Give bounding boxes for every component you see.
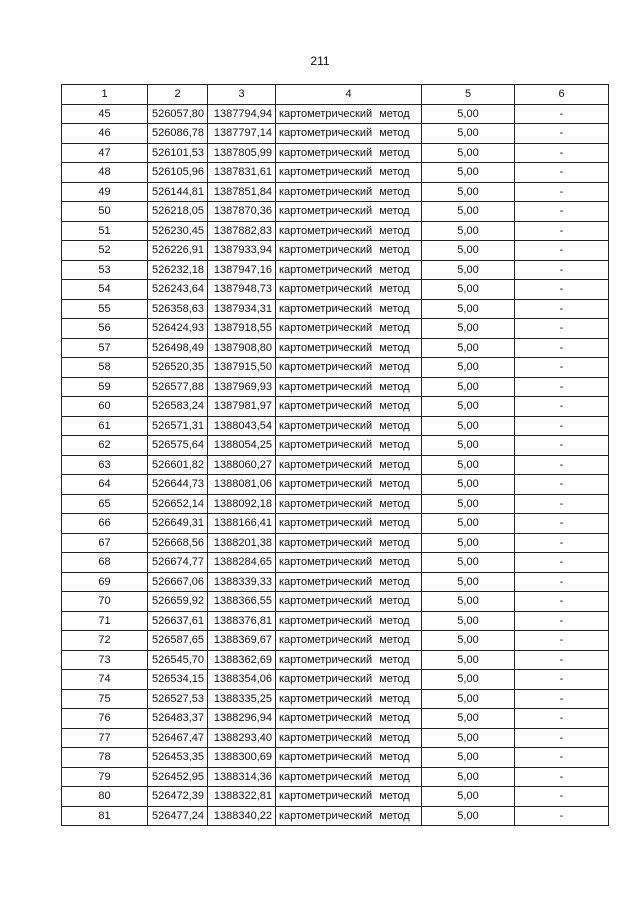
page-number: 211 xyxy=(310,54,330,68)
accuracy-cell: 5,00 xyxy=(422,631,515,651)
point-number-cell: 79 xyxy=(62,767,148,787)
method-cell: картометрический метод xyxy=(276,553,422,573)
note-cell: - xyxy=(515,104,609,124)
table-row xyxy=(62,124,609,144)
table-row xyxy=(62,280,609,300)
x-coordinate-cell: 526575,64 xyxy=(148,436,208,456)
method-cell: картометрический метод xyxy=(276,241,422,261)
table-row xyxy=(62,611,609,631)
method-cell: картометрический метод xyxy=(276,514,422,534)
note-cell: - xyxy=(515,728,609,748)
note-cell: - xyxy=(515,416,609,436)
y-coordinate-cell: 1388340,22 xyxy=(208,806,276,826)
x-coordinate-cell: 526101,53 xyxy=(148,143,208,163)
x-coordinate-cell: 526483,37 xyxy=(148,709,208,729)
point-number-cell: 53 xyxy=(62,260,148,280)
note-cell: - xyxy=(515,319,609,339)
table-row xyxy=(62,767,609,787)
table-row xyxy=(62,631,609,651)
accuracy-cell: 5,00 xyxy=(422,475,515,495)
note-cell: - xyxy=(515,338,609,358)
table-row xyxy=(62,182,609,202)
x-coordinate-cell: 526358,63 xyxy=(148,299,208,319)
x-coordinate-cell: 526637,61 xyxy=(148,611,208,631)
note-cell: - xyxy=(515,533,609,553)
note-cell: - xyxy=(515,806,609,826)
point-number-cell: 72 xyxy=(62,631,148,651)
y-coordinate-cell: 1387831,61 xyxy=(208,163,276,183)
point-number-cell: 65 xyxy=(62,494,148,514)
note-cell: - xyxy=(515,514,609,534)
note-cell: - xyxy=(515,455,609,475)
y-coordinate-cell: 1387915,50 xyxy=(208,358,276,378)
table-row xyxy=(62,533,609,553)
accuracy-cell: 5,00 xyxy=(422,299,515,319)
method-cell: картометрический метод xyxy=(276,202,422,222)
method-cell: картометрический метод xyxy=(276,280,422,300)
accuracy-cell: 5,00 xyxy=(422,592,515,612)
method-cell: картометрический метод xyxy=(276,436,422,456)
accuracy-cell: 5,00 xyxy=(422,338,515,358)
x-coordinate-cell: 526527,53 xyxy=(148,689,208,709)
y-coordinate-cell: 1388060,27 xyxy=(208,455,276,475)
note-cell: - xyxy=(515,553,609,573)
x-coordinate-cell: 526477,24 xyxy=(148,806,208,826)
point-number-cell: 74 xyxy=(62,670,148,690)
y-coordinate-cell: 1387794,94 xyxy=(208,104,276,124)
accuracy-cell: 5,00 xyxy=(422,280,515,300)
y-coordinate-cell: 1387851,84 xyxy=(208,182,276,202)
accuracy-cell: 5,00 xyxy=(422,787,515,807)
point-number-cell: 75 xyxy=(62,689,148,709)
accuracy-cell: 5,00 xyxy=(422,494,515,514)
point-number-cell: 63 xyxy=(62,455,148,475)
table-row xyxy=(62,475,609,495)
x-coordinate-cell: 526545,70 xyxy=(148,650,208,670)
x-coordinate-cell: 526644,73 xyxy=(148,475,208,495)
point-number-cell: 48 xyxy=(62,163,148,183)
table-row xyxy=(62,241,609,261)
method-cell: картометрический метод xyxy=(276,533,422,553)
x-coordinate-cell: 526105,96 xyxy=(148,163,208,183)
table-row xyxy=(62,221,609,241)
x-coordinate-cell: 526086,78 xyxy=(148,124,208,144)
accuracy-cell: 5,00 xyxy=(422,553,515,573)
point-number-cell: 51 xyxy=(62,221,148,241)
note-cell: - xyxy=(515,631,609,651)
accuracy-cell: 5,00 xyxy=(422,611,515,631)
note-cell: - xyxy=(515,143,609,163)
note-cell: - xyxy=(515,124,609,144)
accuracy-cell: 5,00 xyxy=(422,514,515,534)
point-number-cell: 52 xyxy=(62,241,148,261)
accuracy-cell: 5,00 xyxy=(422,416,515,436)
table-row xyxy=(62,728,609,748)
y-coordinate-cell: 1388166,41 xyxy=(208,514,276,534)
x-coordinate-cell: 526472,39 xyxy=(148,787,208,807)
x-coordinate-cell: 526674,77 xyxy=(148,553,208,573)
table-row xyxy=(62,592,609,612)
method-cell: картометрический метод xyxy=(276,631,422,651)
accuracy-cell: 5,00 xyxy=(422,221,515,241)
table-row xyxy=(62,202,609,222)
table-row xyxy=(62,572,609,592)
x-coordinate-cell: 526424,93 xyxy=(148,319,208,339)
table-row xyxy=(62,358,609,378)
method-cell: картометрический метод xyxy=(276,611,422,631)
point-number-cell: 69 xyxy=(62,572,148,592)
y-coordinate-cell: 1388296,94 xyxy=(208,709,276,729)
y-coordinate-cell: 1387948,73 xyxy=(208,280,276,300)
x-coordinate-cell: 526571,31 xyxy=(148,416,208,436)
y-coordinate-cell: 1387947,16 xyxy=(208,260,276,280)
note-cell: - xyxy=(515,709,609,729)
method-cell: картометрический метод xyxy=(276,221,422,241)
table-row xyxy=(62,104,609,124)
y-coordinate-cell: 1387918,55 xyxy=(208,319,276,339)
accuracy-cell: 5,00 xyxy=(422,143,515,163)
table-row xyxy=(62,553,609,573)
point-number-cell: 77 xyxy=(62,728,148,748)
point-number-cell: 76 xyxy=(62,709,148,729)
x-coordinate-cell: 526601,82 xyxy=(148,455,208,475)
column-header-5: 5 xyxy=(422,85,515,105)
y-coordinate-cell: 1388335,25 xyxy=(208,689,276,709)
point-number-cell: 47 xyxy=(62,143,148,163)
accuracy-cell: 5,00 xyxy=(422,202,515,222)
accuracy-cell: 5,00 xyxy=(422,377,515,397)
x-coordinate-cell: 526577,88 xyxy=(148,377,208,397)
x-coordinate-cell: 526226,91 xyxy=(148,241,208,261)
point-number-cell: 64 xyxy=(62,475,148,495)
table-row xyxy=(62,436,609,456)
table-row xyxy=(62,299,609,319)
y-coordinate-cell: 1388369,67 xyxy=(208,631,276,651)
point-number-cell: 45 xyxy=(62,104,148,124)
y-coordinate-cell: 1387981,97 xyxy=(208,397,276,417)
x-coordinate-cell: 526453,35 xyxy=(148,748,208,768)
point-number-cell: 56 xyxy=(62,319,148,339)
point-number-cell: 80 xyxy=(62,787,148,807)
accuracy-cell: 5,00 xyxy=(422,670,515,690)
point-number-cell: 66 xyxy=(62,514,148,534)
method-cell: картометрический метод xyxy=(276,377,422,397)
table-row xyxy=(62,416,609,436)
method-cell: картометрический метод xyxy=(276,787,422,807)
accuracy-cell: 5,00 xyxy=(422,182,515,202)
method-cell: картометрический метод xyxy=(276,397,422,417)
point-number-cell: 59 xyxy=(62,377,148,397)
table-row xyxy=(62,377,609,397)
method-cell: картометрический метод xyxy=(276,572,422,592)
point-number-cell: 49 xyxy=(62,182,148,202)
note-cell: - xyxy=(515,358,609,378)
table-row xyxy=(62,514,609,534)
x-coordinate-cell: 526534,15 xyxy=(148,670,208,690)
y-coordinate-cell: 1388366,55 xyxy=(208,592,276,612)
y-coordinate-cell: 1388293,40 xyxy=(208,728,276,748)
accuracy-cell: 5,00 xyxy=(422,163,515,183)
method-cell: картометрический метод xyxy=(276,358,422,378)
method-cell: картометрический метод xyxy=(276,670,422,690)
y-coordinate-cell: 1387882,83 xyxy=(208,221,276,241)
method-cell: картометрический метод xyxy=(276,104,422,124)
x-coordinate-cell: 526144,81 xyxy=(148,182,208,202)
method-cell: картометрический метод xyxy=(276,455,422,475)
accuracy-cell: 5,00 xyxy=(422,104,515,124)
accuracy-cell: 5,00 xyxy=(422,689,515,709)
table-row xyxy=(62,455,609,475)
note-cell: - xyxy=(515,182,609,202)
note-cell: - xyxy=(515,689,609,709)
point-number-cell: 62 xyxy=(62,436,148,456)
y-coordinate-cell: 1387908,80 xyxy=(208,338,276,358)
y-coordinate-cell: 1388092,18 xyxy=(208,494,276,514)
coordinates-table xyxy=(61,84,609,826)
note-cell: - xyxy=(515,397,609,417)
accuracy-cell: 5,00 xyxy=(422,572,515,592)
method-cell: картометрический метод xyxy=(276,806,422,826)
header-row xyxy=(62,85,609,105)
method-cell: картометрический метод xyxy=(276,689,422,709)
x-coordinate-cell: 526243,64 xyxy=(148,280,208,300)
column-header-6: 6 xyxy=(515,85,609,105)
note-cell: - xyxy=(515,572,609,592)
point-number-cell: 73 xyxy=(62,650,148,670)
note-cell: - xyxy=(515,611,609,631)
point-number-cell: 55 xyxy=(62,299,148,319)
point-number-cell: 54 xyxy=(62,280,148,300)
column-header-4: 4 xyxy=(276,85,422,105)
y-coordinate-cell: 1387797,14 xyxy=(208,124,276,144)
note-cell: - xyxy=(515,436,609,456)
accuracy-cell: 5,00 xyxy=(422,397,515,417)
note-cell: - xyxy=(515,767,609,787)
table-body xyxy=(62,104,609,826)
note-cell: - xyxy=(515,475,609,495)
note-cell: - xyxy=(515,592,609,612)
y-coordinate-cell: 1388322,81 xyxy=(208,787,276,807)
point-number-cell: 61 xyxy=(62,416,148,436)
point-number-cell: 81 xyxy=(62,806,148,826)
method-cell: картометрический метод xyxy=(276,767,422,787)
table-row xyxy=(62,397,609,417)
point-number-cell: 71 xyxy=(62,611,148,631)
y-coordinate-cell: 1388201,38 xyxy=(208,533,276,553)
point-number-cell: 60 xyxy=(62,397,148,417)
table-header xyxy=(62,85,609,105)
method-cell: картометрический метод xyxy=(276,182,422,202)
point-number-cell: 46 xyxy=(62,124,148,144)
y-coordinate-cell: 1388376,81 xyxy=(208,611,276,631)
y-coordinate-cell: 1388043,54 xyxy=(208,416,276,436)
table-row xyxy=(62,650,609,670)
y-coordinate-cell: 1388284,65 xyxy=(208,553,276,573)
method-cell: картометрический метод xyxy=(276,260,422,280)
x-coordinate-cell: 526659,92 xyxy=(148,592,208,612)
note-cell: - xyxy=(515,260,609,280)
method-cell: картометрический метод xyxy=(276,748,422,768)
table-row xyxy=(62,709,609,729)
y-coordinate-cell: 1388054,25 xyxy=(208,436,276,456)
method-cell: картометрический метод xyxy=(276,319,422,339)
method-cell: картометрический метод xyxy=(276,709,422,729)
table-row xyxy=(62,806,609,826)
x-coordinate-cell: 526667,06 xyxy=(148,572,208,592)
x-coordinate-cell: 526583,24 xyxy=(148,397,208,417)
note-cell: - xyxy=(515,299,609,319)
accuracy-cell: 5,00 xyxy=(422,319,515,339)
accuracy-cell: 5,00 xyxy=(422,241,515,261)
method-cell: картометрический метод xyxy=(276,494,422,514)
point-number-cell: 58 xyxy=(62,358,148,378)
x-coordinate-cell: 526652,14 xyxy=(148,494,208,514)
y-coordinate-cell: 1387805,99 xyxy=(208,143,276,163)
table-row xyxy=(62,494,609,514)
accuracy-cell: 5,00 xyxy=(422,709,515,729)
point-number-cell: 70 xyxy=(62,592,148,612)
accuracy-cell: 5,00 xyxy=(422,260,515,280)
method-cell: картометрический метод xyxy=(276,299,422,319)
note-cell: - xyxy=(515,202,609,222)
table-row xyxy=(62,163,609,183)
accuracy-cell: 5,00 xyxy=(422,124,515,144)
y-coordinate-cell: 1387870,36 xyxy=(208,202,276,222)
x-coordinate-cell: 526520,35 xyxy=(148,358,208,378)
accuracy-cell: 5,00 xyxy=(422,436,515,456)
accuracy-cell: 5,00 xyxy=(422,728,515,748)
column-header-2: 2 xyxy=(148,85,208,105)
x-coordinate-cell: 526668,56 xyxy=(148,533,208,553)
y-coordinate-cell: 1388081,06 xyxy=(208,475,276,495)
x-coordinate-cell: 526649,31 xyxy=(148,514,208,534)
note-cell: - xyxy=(515,377,609,397)
table-row xyxy=(62,748,609,768)
accuracy-cell: 5,00 xyxy=(422,650,515,670)
note-cell: - xyxy=(515,163,609,183)
table-row xyxy=(62,260,609,280)
table-row xyxy=(62,787,609,807)
note-cell: - xyxy=(515,670,609,690)
method-cell: картометрический метод xyxy=(276,416,422,436)
table-row xyxy=(62,143,609,163)
x-coordinate-cell: 526230,45 xyxy=(148,221,208,241)
table-row xyxy=(62,319,609,339)
table-row xyxy=(62,689,609,709)
method-cell: картометрический метод xyxy=(276,163,422,183)
y-coordinate-cell: 1387933,94 xyxy=(208,241,276,261)
method-cell: картометрический метод xyxy=(276,592,422,612)
point-number-cell: 67 xyxy=(62,533,148,553)
note-cell: - xyxy=(515,494,609,514)
y-coordinate-cell: 1388339,33 xyxy=(208,572,276,592)
method-cell: картометрический метод xyxy=(276,338,422,358)
method-cell: картометрический метод xyxy=(276,728,422,748)
x-coordinate-cell: 526467,47 xyxy=(148,728,208,748)
x-coordinate-cell: 526232,18 xyxy=(148,260,208,280)
accuracy-cell: 5,00 xyxy=(422,533,515,553)
y-coordinate-cell: 1388354,06 xyxy=(208,670,276,690)
method-cell: картометрический метод xyxy=(276,143,422,163)
method-cell: картометрический метод xyxy=(276,124,422,144)
accuracy-cell: 5,00 xyxy=(422,806,515,826)
method-cell: картометрический метод xyxy=(276,650,422,670)
note-cell: - xyxy=(515,787,609,807)
note-cell: - xyxy=(515,241,609,261)
y-coordinate-cell: 1387969,93 xyxy=(208,377,276,397)
x-coordinate-cell: 526498,49 xyxy=(148,338,208,358)
y-coordinate-cell: 1388300,69 xyxy=(208,748,276,768)
point-number-cell: 68 xyxy=(62,553,148,573)
column-header-3: 3 xyxy=(208,85,276,105)
note-cell: - xyxy=(515,748,609,768)
column-header-1: 1 xyxy=(62,85,148,105)
y-coordinate-cell: 1388362,69 xyxy=(208,650,276,670)
y-coordinate-cell: 1388314,36 xyxy=(208,767,276,787)
accuracy-cell: 5,00 xyxy=(422,767,515,787)
note-cell: - xyxy=(515,280,609,300)
x-coordinate-cell: 526057,80 xyxy=(148,104,208,124)
note-cell: - xyxy=(515,650,609,670)
point-number-cell: 57 xyxy=(62,338,148,358)
accuracy-cell: 5,00 xyxy=(422,358,515,378)
note-cell: - xyxy=(515,221,609,241)
x-coordinate-cell: 526587,65 xyxy=(148,631,208,651)
point-number-cell: 50 xyxy=(62,202,148,222)
method-cell: картометрический метод xyxy=(276,475,422,495)
x-coordinate-cell: 526452,95 xyxy=(148,767,208,787)
accuracy-cell: 5,00 xyxy=(422,455,515,475)
point-number-cell: 78 xyxy=(62,748,148,768)
table-row xyxy=(62,670,609,690)
table-row xyxy=(62,338,609,358)
y-coordinate-cell: 1387934,31 xyxy=(208,299,276,319)
x-coordinate-cell: 526218,05 xyxy=(148,202,208,222)
accuracy-cell: 5,00 xyxy=(422,748,515,768)
